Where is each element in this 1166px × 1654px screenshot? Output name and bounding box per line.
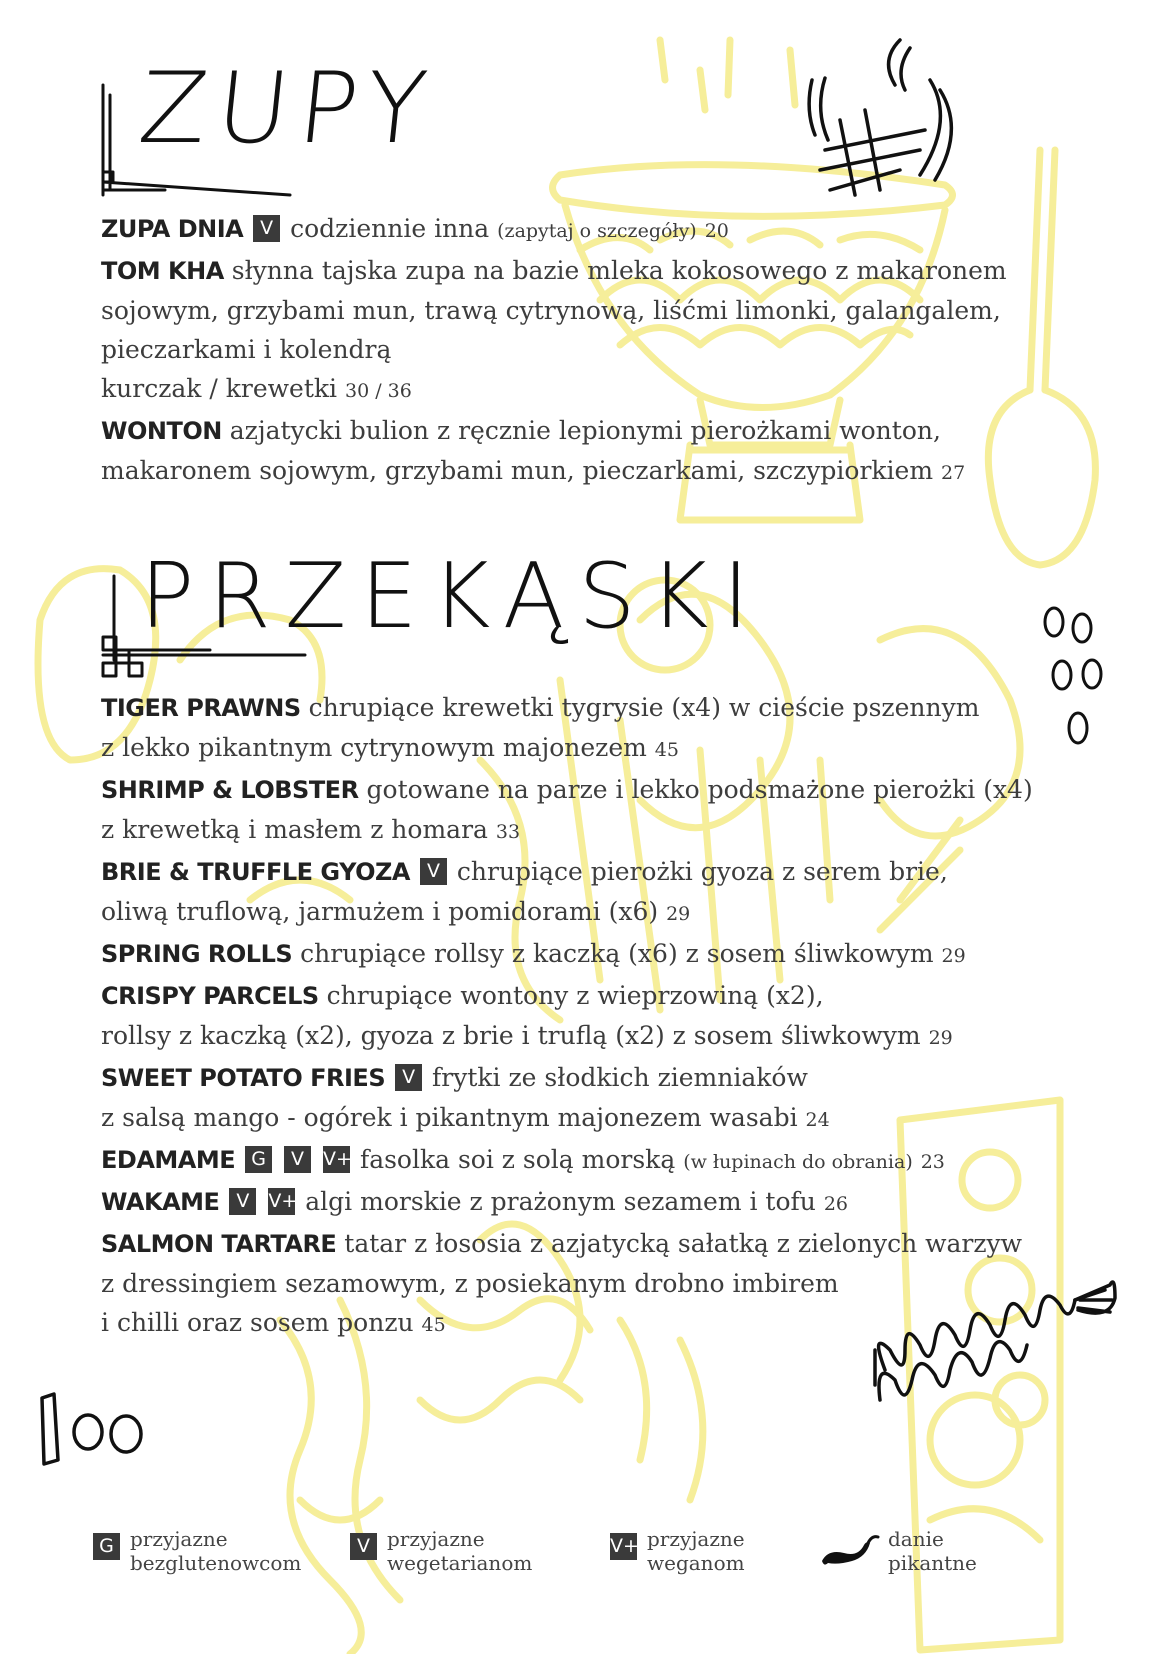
dish-description: azjatycki bulion z ręcznie lepionymi pierożkami wonton, [229,416,941,445]
menu-line [101,976,1061,1016]
legend-vegan [608,1527,745,1575]
dish-name: SPRING ROLLS [101,940,293,968]
dish-description: z dressingiem sezamowym, z posiekanym drobno imbirem [101,1269,839,1298]
dish-name: ZUPA DNIA [101,215,244,243]
dish-description: z salsą mango - ogórek i pikantnym majonezem wasabi [101,1103,798,1132]
dish-description: chrupiące wontony z wieprzowiną (x2), [326,981,824,1010]
legend-label: wegetarianom [387,1551,533,1575]
dish-description: rollsy z kaczką (x2), gyoza z brie i truflą (x2) z sosem śliwkowym [101,1021,921,1050]
menu-line [101,770,1061,810]
dish-name: WONTON [101,417,222,445]
dish-price: 24 [805,1109,830,1131]
dish-name: EDAMAME [101,1146,236,1174]
dish-description: sojowym, grzybami mun, trawą cytrynową, liśćmi limonki, galangalem, [101,296,1001,325]
menu-line [101,1264,1061,1303]
dish-description: codziennie inna [290,214,490,243]
soups-menu-list [101,209,1061,493]
legend-label: przyjazne [130,1527,228,1551]
menu-line [101,852,1061,892]
gluten-free-badge: G [93,1533,120,1560]
dish-price: 20 [704,220,729,242]
section-heading-soups: ZUPY [134,52,442,166]
menu-line [101,810,1061,852]
menu-line [101,369,1061,411]
dish-description: chrupiące krewetki tygrysie (x4) w cieście pszennym [308,693,980,722]
menu-line [101,728,1061,770]
dish-description: i chilli oraz sosem ponzu [101,1308,414,1337]
menu-line [101,1224,1061,1264]
dish-description: frytki ze słodkich ziemniaków [432,1063,808,1092]
vegetarian-badge: V [350,1533,377,1560]
dish-price: 26 [823,1193,849,1215]
menu-line [101,411,1061,451]
dish-description: gotowane na parze i lekko podsmażone pierożki (x4) [366,775,1033,804]
menu-line [101,1182,1061,1224]
menu-line [101,934,1061,976]
menu-line [101,892,1061,934]
vegetarian-badge: V [253,215,280,242]
dish-description: algi morskie z prażonym sezamem i tofu [305,1187,816,1216]
dish-description: pieczarkami i kolendrą [101,335,392,364]
dish-price: 27 [941,462,966,484]
menu-line [101,688,1061,728]
menu-line [101,330,1061,369]
legend-label: bezglutenowcom [130,1551,302,1575]
legend-spicy [818,1527,977,1575]
dish-name: SHRIMP & LOBSTER [101,776,359,804]
dish-price: 29 [666,903,691,925]
dish-description: kurczak / krewetki [101,374,338,403]
dish-note: (w łupinach do obrania) [683,1151,913,1173]
dish-price: 30 / 36 [344,380,412,402]
dish-name: BRIE & TRUFFLE GYOZA [101,858,410,886]
vegan-badge: V+ [323,1146,350,1173]
menu-line [101,1303,1061,1345]
dish-description: chrupiące pierożki gyoza z serem brie, [456,857,948,886]
legend-label: przyjazne [647,1527,745,1551]
dish-name: WAKAME [101,1188,220,1216]
dish-description: tatar z łososia z azjatycką sałatką z zielonych warzyw [344,1229,1023,1258]
dish-price: 29 [928,1027,953,1049]
dish-price: 45 [421,1314,446,1336]
vegetarian-badge: V [284,1146,311,1173]
vegetarian-badge: V [420,858,447,885]
section-heading-snacks: PRZEKĄSKI [140,544,764,649]
vegetarian-badge: V [229,1188,256,1215]
legend-label: pikantne [888,1551,977,1575]
menu-line [101,1058,1061,1098]
dish-name: TOM KHA [101,257,224,285]
dish-description: chrupiące rollsy z kaczką (x6) z sosem śliwkowym [300,939,934,968]
legend-vegetarian [348,1527,532,1575]
menu-line [101,451,1061,493]
dish-description: makaronem sojowym, grzybami mun, pieczarkami, szczypiorkiem [101,456,934,485]
menu-line [101,251,1061,291]
legend-label: przyjazne [387,1527,485,1551]
snacks-menu-list [101,688,1061,1345]
dish-price: 45 [654,739,679,761]
page-number [36,1390,156,1470]
steam-icon [809,40,951,195]
legend-label: weganom [647,1551,745,1575]
vegan-badge: V+ [610,1533,637,1560]
dish-name: SALMON TARTARE [101,1230,337,1258]
legend-gluten-free [91,1527,301,1575]
gluten-free-badge: G [245,1146,272,1173]
dish-name: TIGER PRAWNS [101,694,301,722]
chili-pepper-icon [818,1531,880,1571]
dish-description: oliwą truflową, jarmużem i pomidorami (x6) [101,897,659,926]
dish-note: (zapytaj o szczegóły) [497,220,697,242]
dish-price: 33 [495,821,521,843]
menu-line [101,1140,1061,1182]
dish-description: słynna tajska zupa na bazie mleka kokosowego z makaronem [231,256,1007,285]
vegan-badge: V+ [268,1188,295,1215]
dish-description: fasolka soi z solą morską [359,1145,676,1174]
menu-line [101,209,1061,251]
dish-description: z krewetką i masłem z homara [101,815,488,844]
dish-description: z lekko pikantnym cytrynowym majonezem [101,733,647,762]
vegetarian-badge: V [395,1064,422,1091]
legend-label: danie [888,1527,944,1551]
menu-line [101,1016,1061,1058]
menu-line [101,291,1061,330]
dish-name: CRISPY PARCELS [101,982,319,1010]
menu-line [101,1098,1061,1140]
dish-price: 23 [920,1151,945,1173]
dish-price: 29 [941,945,966,967]
dish-name: SWEET POTATO FRIES [101,1064,386,1092]
